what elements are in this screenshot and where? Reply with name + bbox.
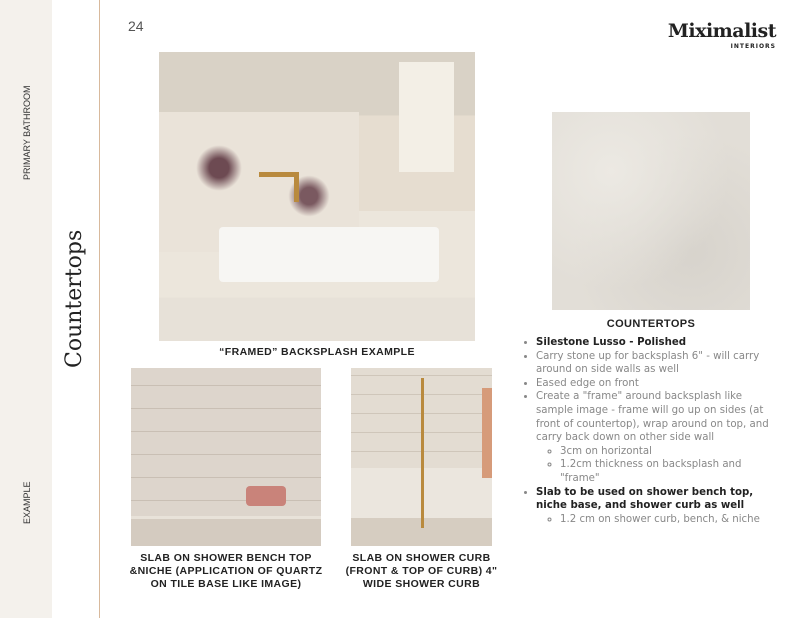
note-item: Create a "frame" around backsplash like sample image - frame will go up on sides (at front of countertop), wrap around on top, and carry back down on other side wall	[536, 391, 769, 444]
backsplash-photo	[159, 52, 475, 341]
curb-caption: SLAB ON SHOWER CURB (FRONT & TOP OF CURB) 4" WIDE SHOWER CURB	[345, 552, 498, 590]
logo	[640, 20, 776, 51]
countertop-sample-photo	[552, 112, 750, 310]
page-number: 24	[128, 18, 144, 34]
note-subitem: ◦ 1.2cm thickness on backsplash and "frame"	[560, 458, 780, 485]
page-title: Countertops	[62, 229, 87, 368]
notes-heading: COUNTERTOPS	[606, 318, 696, 330]
shower-bench-photo	[131, 368, 321, 546]
subsection-label: EXAMPLE	[22, 481, 32, 524]
section-label: PRIMARY BATHROOM	[22, 85, 32, 180]
note-item: • Carry stone up for backsplash 6" - will carry around on side walls as well	[536, 350, 780, 377]
note-item: • Eased edge on front	[536, 377, 780, 391]
bench-caption: SLAB ON SHOWER BENCH TOP &NICHE (APPLICATION OF QUARTZ ON TILE BASE LIKE IMAGE)	[129, 552, 323, 590]
note-subitem: ◦ 1.2 cm on shower curb, bench, & niche	[560, 513, 780, 527]
logo-tagline: INTERIORS	[730, 43, 776, 50]
logo-name: Miximalist	[667, 20, 776, 42]
divider	[99, 0, 100, 618]
backsplash-caption: “FRAMED” BACKSPLASH EXAMPLE	[219, 346, 415, 358]
note-item: Slab to be used on shower bench top, niche base, and shower curb as well	[536, 486, 754, 512]
note-item: Silestone Lusso - Polished	[536, 337, 687, 348]
note-subitem: ◦ 3cm on horizontal	[560, 445, 780, 459]
countertop-notes	[522, 336, 780, 526]
shower-curb-photo	[351, 368, 492, 546]
